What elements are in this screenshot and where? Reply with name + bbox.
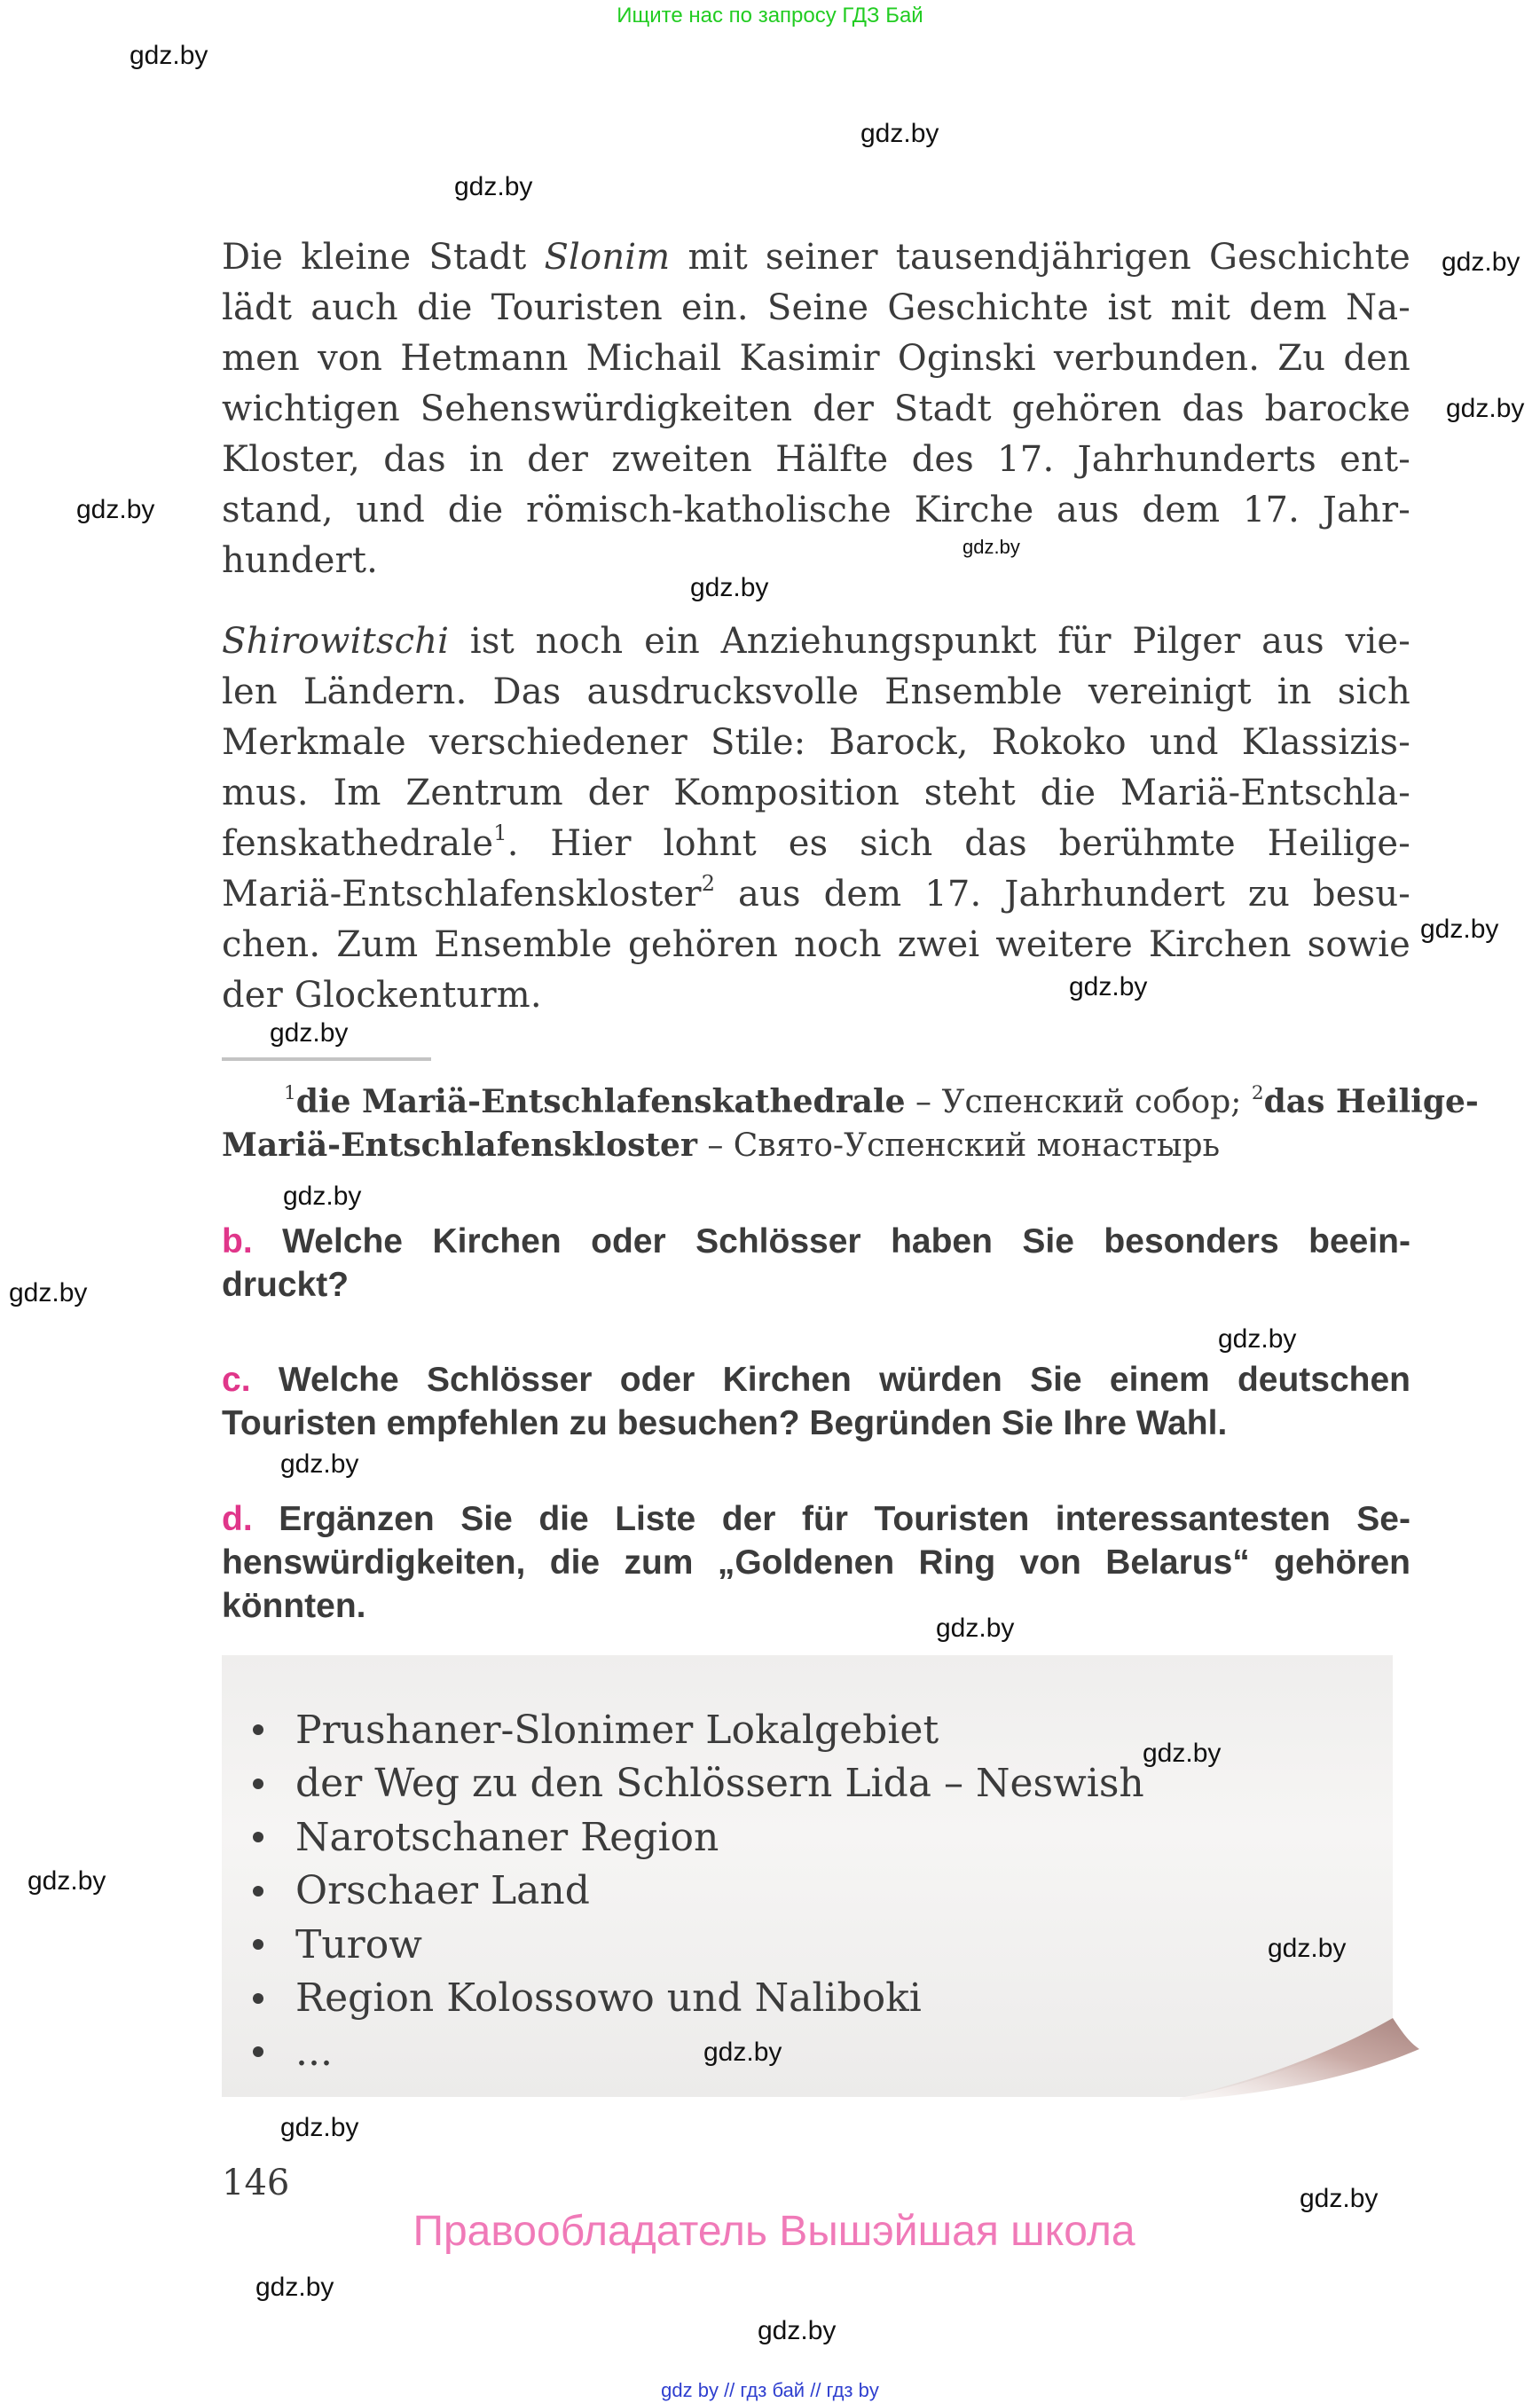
watermark: gdz.by bbox=[454, 172, 533, 201]
footnote-ref: 1 bbox=[493, 821, 507, 846]
list-item bbox=[253, 1810, 1144, 1865]
list-item bbox=[253, 1865, 1144, 1919]
text-line bbox=[222, 869, 1410, 920]
text-line: Kloster, das in der zweiten Hälfte des 17. Jahrhunderts ent- bbox=[222, 439, 1410, 480]
list-item-text: der Weg zu den Schlössern Lida – Neswish bbox=[295, 1761, 1144, 1807]
text-line: wichtigen Sehenswürdigkeiten der Stadt gehören das barocke bbox=[222, 389, 1410, 429]
question-line: druckt? bbox=[222, 1266, 350, 1304]
search-hint-banner: Ищите нас по запросу ГДЗ Бай bbox=[617, 4, 923, 27]
watermark: gdz.by bbox=[860, 119, 939, 148]
text-fragment: fenskathedrale bbox=[222, 823, 494, 864]
watermark: gdz.by bbox=[1069, 972, 1148, 1001]
list-item bbox=[253, 1918, 1144, 1972]
watermark: gdz.by bbox=[1218, 1324, 1297, 1354]
watermark: gdz.by bbox=[28, 1866, 106, 1896]
list-item-text: Narotschaner Region bbox=[295, 1814, 719, 1860]
watermark: gdz.by bbox=[703, 2038, 782, 2067]
list-item-text: Turow bbox=[295, 1921, 422, 1967]
text-line bbox=[222, 819, 1410, 869]
text-fragment: mit seiner tausendjährigen Geschichte bbox=[670, 237, 1410, 278]
question-letter: c. bbox=[222, 1361, 251, 1399]
footnote-translation: – Успенский собор; bbox=[905, 1084, 1252, 1120]
text-line: Merkmale verschiedener Stile: Barock, Rokoko und Klassizis- bbox=[222, 722, 1410, 763]
text-fragment: aus dem 17. Jahrhundert zu besu- bbox=[715, 874, 1410, 915]
page-number: 146 bbox=[222, 2163, 290, 2203]
footnote-number: 2 bbox=[1251, 1081, 1264, 1104]
sights-list bbox=[253, 1703, 1144, 2079]
bullet-icon bbox=[253, 1939, 263, 1950]
footnote bbox=[222, 1080, 1479, 1167]
watermark: gdz.by bbox=[758, 2316, 837, 2345]
watermark: gdz.by bbox=[962, 536, 1020, 558]
watermark: gdz.by bbox=[1143, 1739, 1222, 1768]
footnote-term: Mariä-Entschlafenskloster bbox=[222, 1127, 697, 1164]
question-line: henswürdigkeiten, die zum „Goldenen Ring von Belarus“ gehören bbox=[222, 1543, 1410, 1582]
list-item-text: Region Kolossowo und Naliboki bbox=[295, 1975, 922, 2022]
question-c bbox=[222, 1358, 1410, 1445]
place-name-italic: Shirowitschi bbox=[222, 621, 450, 662]
watermark: gdz.by bbox=[1420, 915, 1499, 944]
text-line bbox=[222, 616, 1410, 667]
text-fragment: ist noch ein Anziehungspunkt für Pilger aus vie- bbox=[449, 621, 1410, 662]
question-letter: d. bbox=[222, 1500, 253, 1538]
question-line bbox=[222, 1358, 1410, 1402]
text-fragment: Welche Kirchen oder Schlösser haben Sie besonders beein- bbox=[282, 1222, 1410, 1260]
watermark: gdz.by bbox=[255, 2273, 334, 2302]
watermark: gdz.by bbox=[76, 495, 155, 524]
text-line: der Glockenturm. bbox=[222, 975, 542, 1016]
question-line: Touristen empfehlen zu besuchen? Begründen Sie Ihre Wahl. bbox=[222, 1404, 1228, 1442]
list-item bbox=[253, 1703, 1144, 1757]
text-line: mus. Im Zentrum der Komposition steht die Mariä-Entschla- bbox=[222, 773, 1410, 813]
question-b bbox=[222, 1220, 1410, 1307]
footnote-term: die Mariä-Entschlafenskathedrale bbox=[295, 1083, 906, 1120]
text-line bbox=[222, 232, 1410, 283]
text-fragment: . Hier lohnt es sich das berühmte Heilige- bbox=[507, 823, 1410, 864]
question-line bbox=[222, 1220, 1410, 1263]
watermark: gdz.by bbox=[1446, 394, 1525, 423]
watermark: gdz.by bbox=[283, 1182, 362, 1211]
watermark: gdz.by bbox=[936, 1614, 1015, 1643]
question-line: könnten. bbox=[222, 1587, 366, 1625]
copyright-notice: Правообладатель Вышэйшая школа bbox=[412, 2208, 1135, 2255]
text-line: len Ländern. Das ausdrucksvolle Ensemble vereinigt in sich bbox=[222, 671, 1410, 712]
bullet-icon bbox=[253, 1886, 263, 1896]
bullet-icon bbox=[253, 1724, 263, 1735]
watermark: gdz.by bbox=[9, 1278, 88, 1308]
text-line: chen. Zum Ensemble gehören noch zwei weitere Kirchen sowie bbox=[222, 924, 1410, 965]
list-item-text: ... bbox=[295, 2029, 333, 2075]
bullet-icon bbox=[253, 1832, 263, 1842]
text-fragment: Die kleine Stadt bbox=[222, 237, 545, 278]
list-item-text: Orschaer Land bbox=[295, 1868, 590, 1914]
paragraph-slonim bbox=[222, 232, 1410, 586]
list-item bbox=[253, 2025, 1144, 2079]
footnote-line bbox=[222, 1080, 1479, 1124]
footnote-ref: 2 bbox=[701, 871, 716, 897]
list-item bbox=[253, 1972, 1144, 2026]
watermark: gdz.by bbox=[1268, 1934, 1347, 1963]
footnote-number: 1 bbox=[284, 1081, 296, 1104]
watermark: gdz.by bbox=[280, 2113, 359, 2142]
watermark: gdz.by bbox=[1300, 2184, 1379, 2213]
bullet-icon bbox=[253, 1779, 263, 1789]
watermark: gdz.by bbox=[130, 41, 208, 70]
watermark: gdz.by bbox=[280, 1449, 359, 1479]
watermark: gdz.by bbox=[690, 573, 769, 602]
text-line: lädt auch die Touristen ein. Seine Geschichte ist mit dem Na- bbox=[222, 287, 1410, 328]
text-fragment: Mariä-Entschlafenskloster bbox=[222, 874, 702, 915]
watermark: gdz.by bbox=[1442, 247, 1520, 277]
text-line: stand, und die römisch-katholische Kirche aus dem 17. Jahr- bbox=[222, 490, 1410, 530]
question-d bbox=[222, 1497, 1410, 1628]
place-name-italic: Slonim bbox=[544, 237, 671, 278]
text-fragment: Welche Schlösser oder Kirchen würden Sie einem deutschen bbox=[278, 1361, 1410, 1399]
footnote-line bbox=[222, 1124, 1410, 1167]
footer-links[interactable]: gdz by // гдз бай // гдз by bbox=[661, 2379, 879, 2401]
question-letter: b. bbox=[222, 1222, 253, 1260]
watermark: gdz.by bbox=[270, 1018, 349, 1048]
bullet-icon bbox=[253, 1993, 263, 2004]
list-item bbox=[253, 1757, 1144, 1811]
footnote-translation: – Свято-Успенский монастырь bbox=[696, 1127, 1221, 1164]
text-line: men von Hetmann Michail Kasimir Oginski verbunden. Zu den bbox=[222, 338, 1410, 379]
footnote-separator bbox=[222, 1057, 431, 1061]
text-fragment: Ergänzen Sie die Liste der für Touristen interessantesten Se- bbox=[279, 1500, 1410, 1538]
text-line: hundert. bbox=[222, 540, 379, 581]
bullet-icon bbox=[253, 2046, 263, 2057]
question-line bbox=[222, 1497, 1410, 1541]
list-item-text: Prushaner-Slonimer Lokalgebiet bbox=[295, 1707, 939, 1753]
page-curl-decoration bbox=[1180, 1960, 1428, 2102]
footnote-term: das Heilige- bbox=[1263, 1083, 1479, 1120]
paragraph-shirowitschi bbox=[222, 616, 1410, 1021]
